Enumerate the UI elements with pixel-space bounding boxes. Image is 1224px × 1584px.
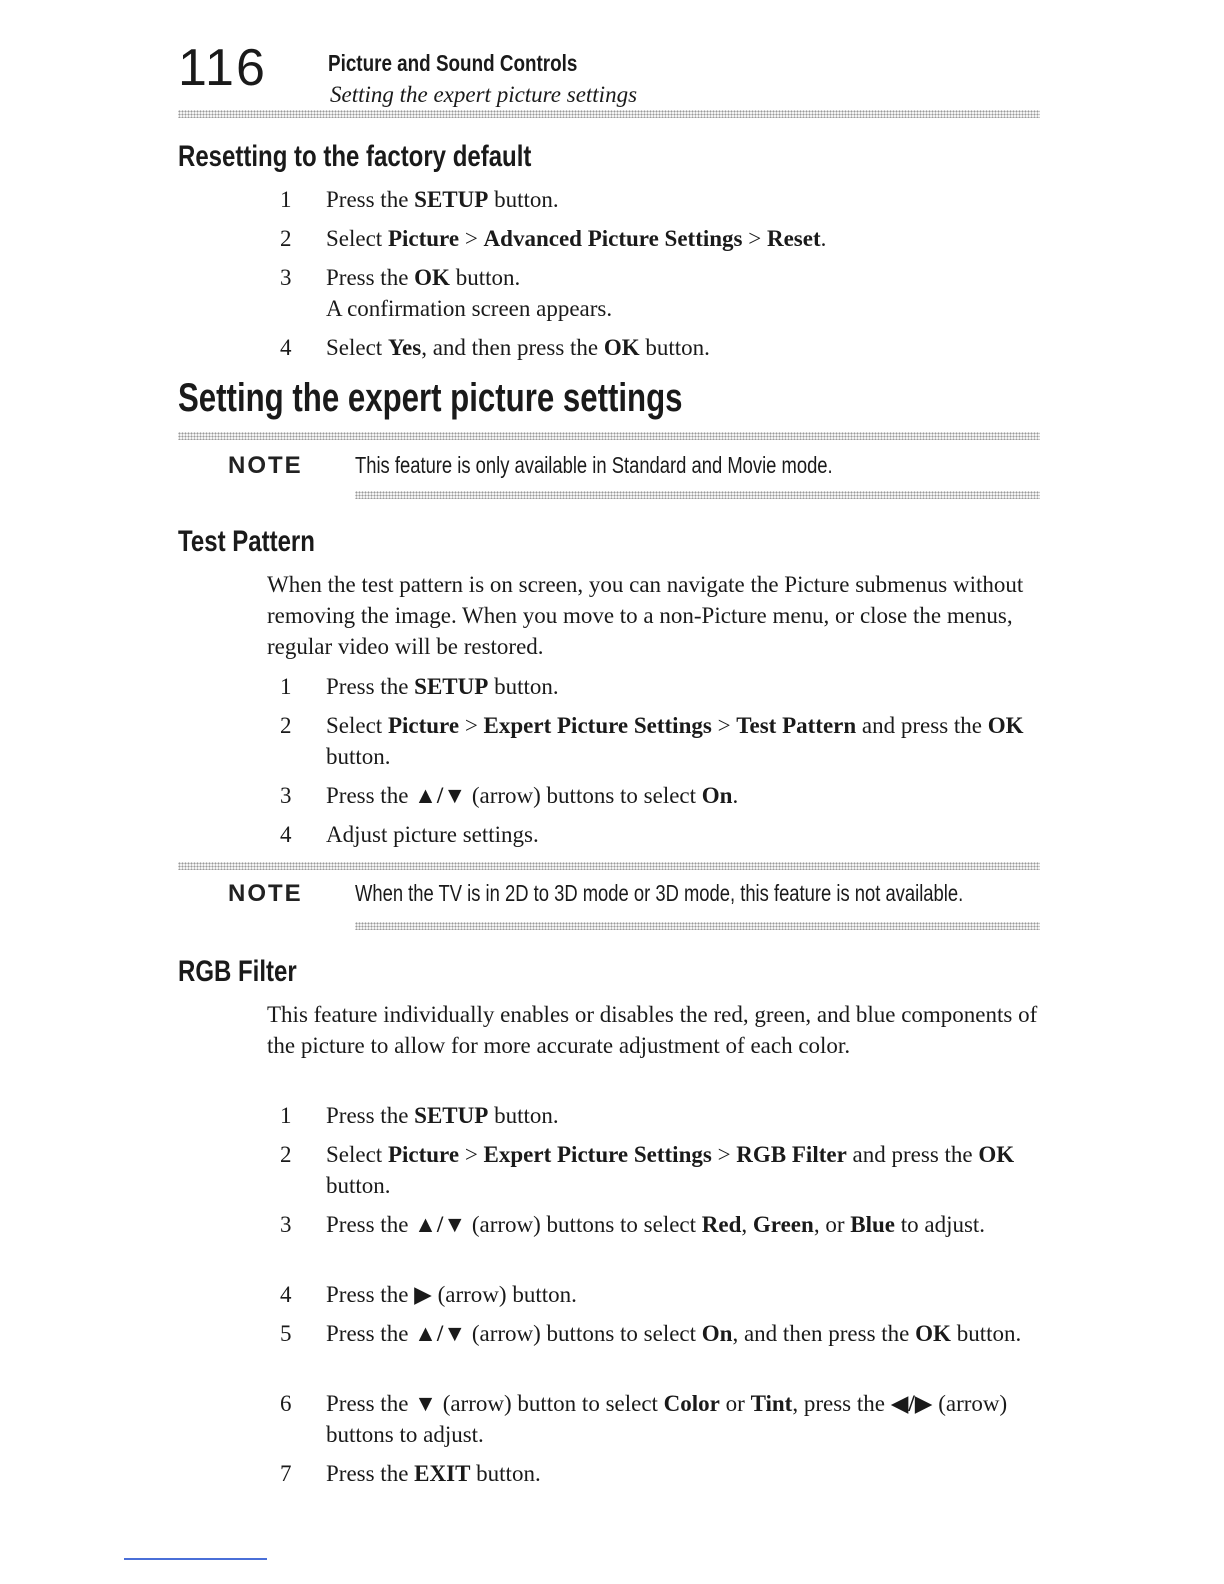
tp-step-3: Press the ▲/▼ (arrow) buttons to select On. xyxy=(326,783,739,808)
right-arrow-icon: ▶ xyxy=(414,1282,432,1307)
test-pattern-intro: When the test pattern is on screen, you can navigate the Picture submenus without removing the image. When you move to a non-Picture menu, or close the menus, regular video will be restored. xyxy=(267,572,1024,659)
reset-step-3: Press the OK button. A confirmation screen appears. xyxy=(326,265,613,321)
section-subtitle: Setting the expert picture settings xyxy=(330,82,638,107)
reset-step-2: Select Picture > Advanced Picture Settings > Reset. xyxy=(326,226,827,251)
rgb-step-2-num: 2 xyxy=(280,1142,292,1167)
up-down-arrow-icon: ▲/▼ xyxy=(414,1321,467,1346)
reset-step-3-num: 3 xyxy=(280,265,292,290)
reset-step-1-num: 1 xyxy=(280,187,292,212)
reset-step-4-num: 4 xyxy=(280,335,292,360)
header-rule xyxy=(178,110,1040,118)
rgb-step-1-num: 1 xyxy=(280,1103,292,1128)
tp-step-4: Adjust picture settings. xyxy=(326,822,539,847)
note-1-text: This feature is only available in Standard and Movie mode. xyxy=(355,452,833,478)
rgb-step-5: Press the ▲/▼ (arrow) buttons to select On, and then press the OK button. xyxy=(326,1321,1022,1346)
tp-step-1: Press the SETUP button. xyxy=(326,674,559,699)
rgb-step-2: Select Picture > Expert Picture Settings > RGB Filter and press the OK button. xyxy=(326,1142,1015,1198)
rgb-step-4-num: 4 xyxy=(280,1282,292,1307)
note-1-label: NOTE xyxy=(228,452,303,479)
note-1-bottom-rule xyxy=(355,491,1040,499)
tp-step-4-num: 4 xyxy=(280,822,292,847)
rgb-step-7-num: 7 xyxy=(280,1461,292,1486)
note-2-text: When the TV is in 2D to 3D mode or 3D mode, this feature is not available. xyxy=(355,880,964,906)
reset-step-1: Press the SETUP button. xyxy=(326,187,559,212)
rgb-step-3-num: 3 xyxy=(280,1212,292,1237)
note-1-top-rule xyxy=(178,432,1040,440)
rgb-step-6-num: 6 xyxy=(280,1391,292,1416)
rgb-filter-intro: This feature individually enables or disables the red, green, and blue components of the picture to allow for more accurate adjustment of each color. xyxy=(267,1002,1038,1058)
rgb-step-3: Press the ▲/▼ (arrow) buttons to select Red, Green, or Blue to adjust. xyxy=(326,1212,986,1237)
reset-step-4: Select Yes, and then press the OK button. xyxy=(326,335,710,360)
note-2-label: NOTE xyxy=(228,880,303,907)
expert-heading: Setting the expert picture settings xyxy=(178,376,683,420)
page-number: 116 xyxy=(178,39,267,97)
tp-step-1-num: 1 xyxy=(280,674,292,699)
left-right-arrow-icon: ◀/▶ xyxy=(890,1391,933,1416)
note-2-top-rule xyxy=(178,862,1040,870)
footer-rule xyxy=(124,1558,267,1560)
rgb-step-4: Press the ▶ (arrow) button. xyxy=(326,1282,577,1307)
tp-step-2: Select Picture > Expert Picture Settings > Test Pattern and press the OK button. xyxy=(326,713,1024,769)
note-2-bottom-rule xyxy=(355,922,1040,930)
tp-step-2-num: 2 xyxy=(280,713,292,738)
rgb-step-1: Press the SETUP button. xyxy=(326,1103,559,1128)
rgb-step-5-num: 5 xyxy=(280,1321,292,1346)
reset-heading: Resetting to the factory default xyxy=(178,140,532,173)
rgb-step-7: Press the EXIT button. xyxy=(326,1461,541,1486)
up-down-arrow-icon: ▲/▼ xyxy=(414,1212,467,1237)
down-arrow-icon: ▼ xyxy=(414,1391,437,1416)
test-pattern-heading: Test Pattern xyxy=(178,525,315,558)
tp-step-3-num: 3 xyxy=(280,783,292,808)
chapter-title: Picture and Sound Controls xyxy=(328,50,578,76)
rgb-step-6: Press the ▼ (arrow) button to select Color or Tint, press the ◀/▶ (arrow) buttons to adjust. xyxy=(326,1391,1008,1447)
reset-step-2-num: 2 xyxy=(280,226,292,251)
rgb-filter-heading: RGB Filter xyxy=(178,955,297,988)
up-down-arrow-icon: ▲/▼ xyxy=(414,783,467,808)
reset-step-3-result: A confirmation screen appears. xyxy=(326,296,613,321)
